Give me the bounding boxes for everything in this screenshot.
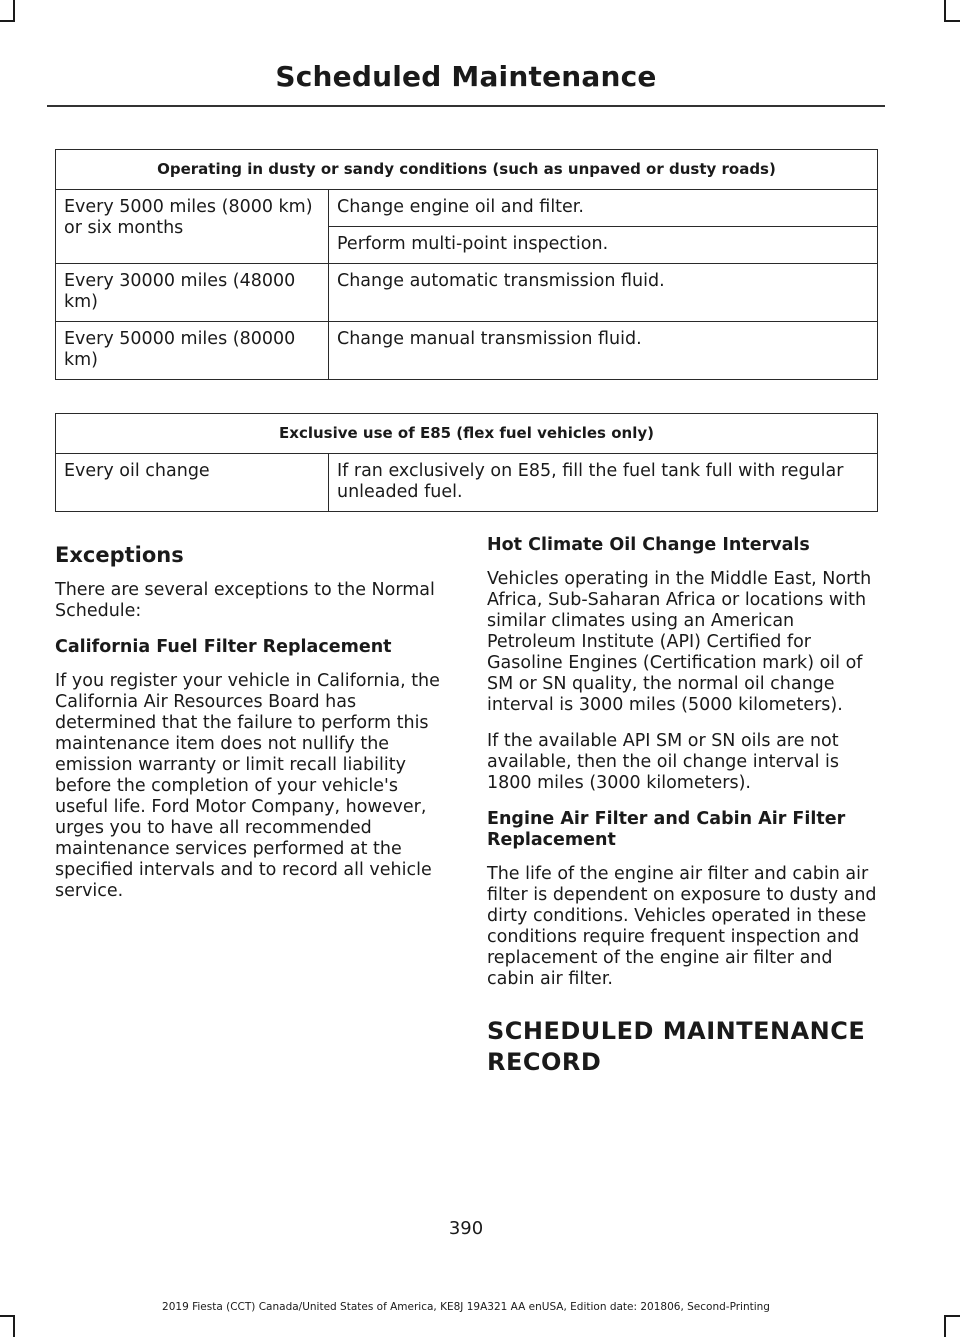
crop-mark — [944, 0, 946, 22]
california-heading: California Fuel Filter Replacement — [55, 637, 392, 657]
dusty-conditions-table — [55, 149, 878, 380]
interval-cell: Every 5000 miles (8000 km) or six months — [56, 190, 329, 264]
action-cell: Change manual transmission fluid. — [329, 322, 878, 380]
exceptions-heading: Exceptions — [55, 543, 184, 567]
table-heading: Exclusive use of E85 (flex fuel vehicles only) — [56, 414, 878, 454]
crop-mark — [13, 1315, 15, 1337]
california-body: If you register your vehicle in California, the California Air Resources Board has determined that the failure to perform this maintenance item does not nullify the emission warranty or limit recall liability before the completion of your vehicle's useful life. Ford Motor Company, however, urges you to have all recommended maintenance services performed at the specified intervals and to record all vehicle service. — [55, 671, 440, 901]
page-title: Scheduled Maintenance — [275, 60, 657, 93]
hot-climate-heading: Hot Climate Oil Change Intervals — [487, 535, 810, 555]
exceptions-intro: There are several exceptions to the Normal Schedule: — [55, 580, 435, 621]
left-column — [55, 542, 450, 917]
action-cell: Change automatic transmission fluid. — [329, 264, 878, 322]
record-heading — [487, 1016, 880, 1078]
e85-table — [55, 413, 878, 512]
hot-climate-body-2: If the available API SM or SN oils are not available, then the oil change interval is 1800 miles (3000 kilometers). — [487, 731, 839, 793]
interval-cell: Every oil change — [56, 454, 329, 512]
interval-cell: Every 50000 miles (80000 km) — [56, 322, 329, 380]
header-rule — [47, 105, 885, 107]
air-filter-body: The life of the engine air filter and cabin air filter is dependent on exposure to dusty and dirty conditions. Vehicles operated in these conditions require frequent inspection and replacement of the engine air filter and cabin air filter. — [487, 864, 877, 989]
footer-edition-info: 2019 Fiesta (CCT) Canada/United States of America, KE8J 19A321 AA enUSA, Edition date: 201806, Second-Printing — [162, 1301, 770, 1313]
crop-mark — [0, 1315, 15, 1317]
crop-mark — [0, 20, 15, 22]
right-column — [487, 535, 880, 1078]
record-heading-line1: SCHEDULED MAINTENANCE — [487, 1017, 866, 1045]
record-heading-line2: RECORD — [487, 1048, 602, 1076]
crop-mark — [13, 0, 15, 22]
air-filter-heading: Engine Air Filter and Cabin Air Filter Replacement — [487, 809, 846, 850]
action-cell: If ran exclusively on E85, fill the fuel tank full with regular unleaded fuel. — [329, 454, 878, 512]
action-cell: Change engine oil and filter. — [329, 190, 878, 227]
action-cell: Perform multi-point inspection. — [329, 227, 878, 264]
crop-mark — [944, 1315, 946, 1337]
crop-mark — [944, 1315, 960, 1317]
crop-mark — [944, 20, 960, 22]
page-number: 390 — [448, 1218, 484, 1239]
hot-climate-body: Vehicles operating in the Middle East, North Africa, Sub-Saharan Africa or locations with similar climates using an American Petroleum Institute (API) Certified for Gasoline Engines (Certification mark) oil of SM or SN quality, the normal oil change interval is 3000 miles (5000 kilometers). — [487, 569, 872, 715]
table-heading: Operating in dusty or sandy conditions (such as unpaved or dusty roads) — [56, 150, 878, 190]
interval-cell: Every 30000 miles (48000 km) — [56, 264, 329, 322]
